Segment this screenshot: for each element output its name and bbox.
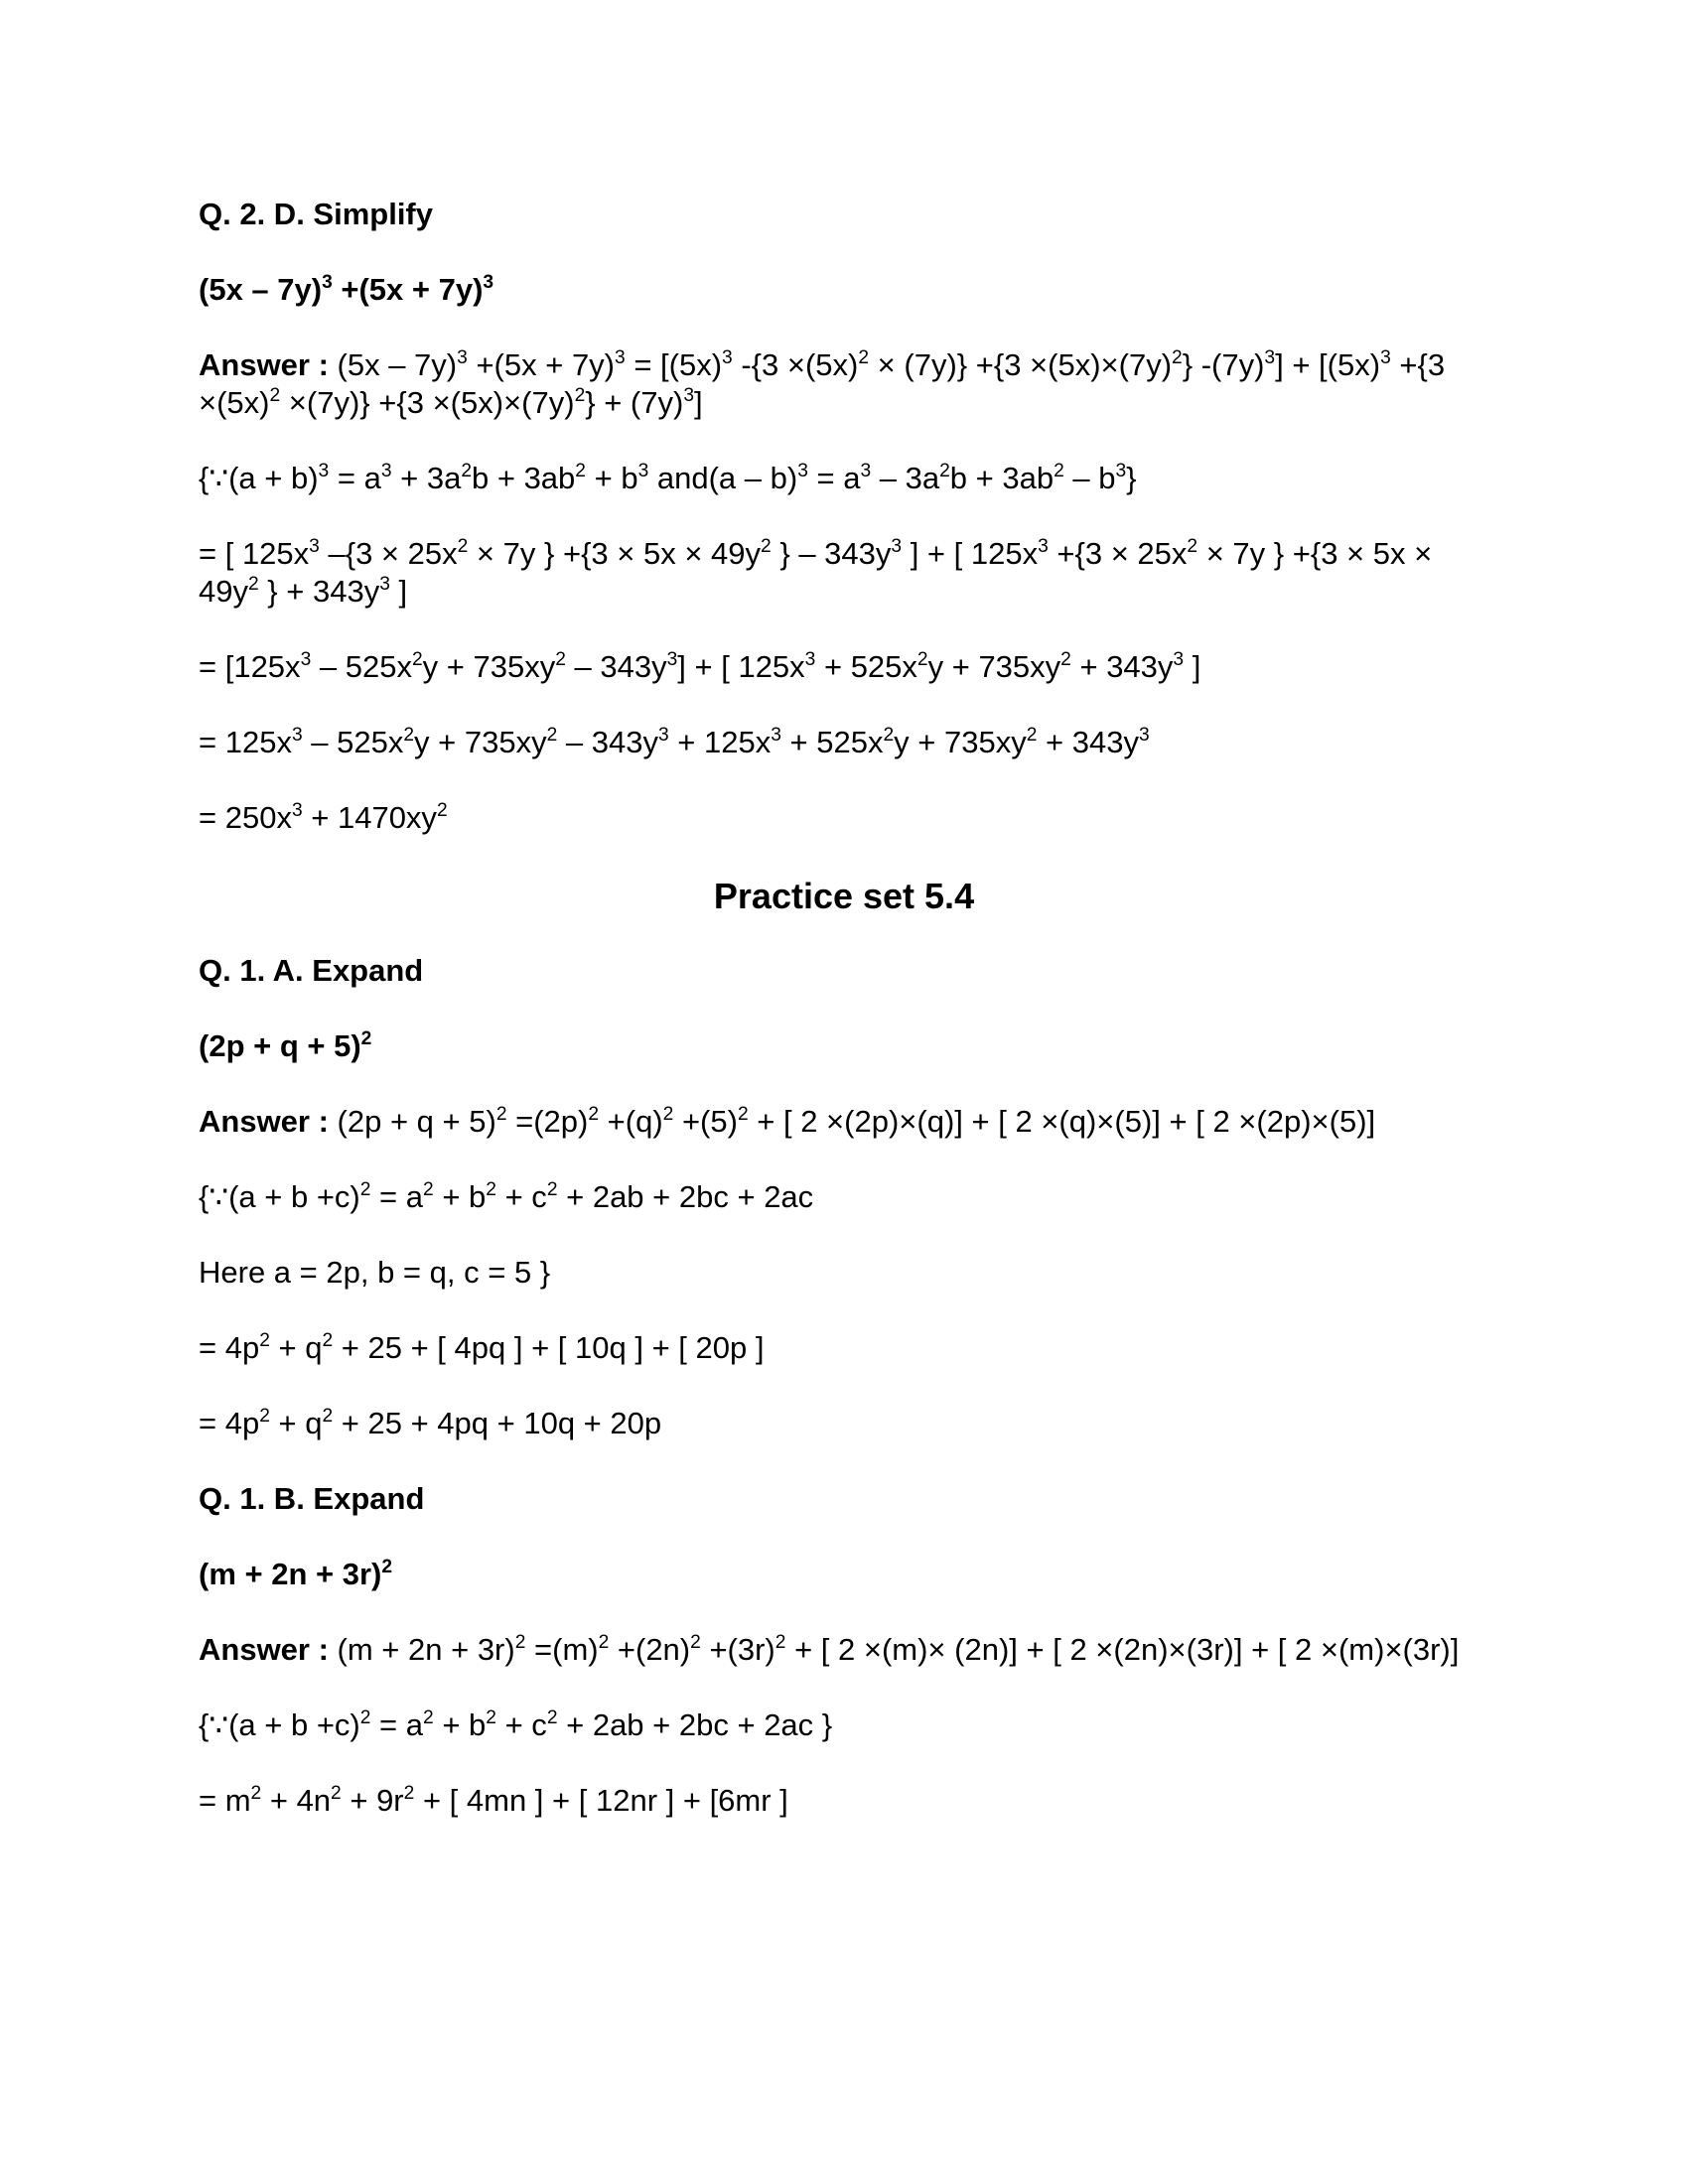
identity-note: {∵(a + $b +c)^2 = a^2 + b^2 + c^2 + 2ab + 2bc + 2ac$ <box>199 1179 814 1214</box>
solution-step: = $125x^3 - 525x^2y + 735xy^2 - 343y^3 + 125x^3 + 525x^2y + 735xy^2 + 343y^3$ <box>199 725 1150 759</box>
solution-step: = $m^2 + 4n^2 + 9r^2$ + [ 4mn ] + [ 12nr ] + [6mr ] <box>199 1783 788 1818</box>
answer-line <box>199 1631 1489 1669</box>
answer-line <box>199 1103 1489 1141</box>
answer-label: Answer : <box>199 347 338 382</box>
solution-step: = $[125x^3 - 525x^2y + 735xy^2 - 343y^3]$ + [ $125x^3 + 525x^2y + 735xy^2 + 343y^3$ ] <box>199 649 1201 684</box>
identity-note: Here a = 2p, b = q, c = 5 } <box>199 1255 551 1290</box>
solution-result: = $250x^3 + 1470xy^2$ <box>199 800 448 835</box>
question-heading: Q. 1. A. Expand <box>199 953 424 988</box>
solution-result: = $4p^2 + q^2 + 25 + 4pq + 10q + 20p$ <box>199 1406 662 1440</box>
answer-label: Answer : <box>199 1632 338 1667</box>
document-page <box>199 196 1489 1857</box>
question-heading: Q. 1. B. Expand <box>199 1481 425 1516</box>
identity-note: {∵(a + $b +c)^2 = a^2 + b^2 + c^2 + 2ab + 2bc + 2ac$ } <box>199 1707 833 1742</box>
answer-text: $(m + 2n + 3r)^2 =(m)^2 +(2n)^2 +(3r)^2$ + [ 2 ×(m)× (2n)] + [ 2 ×(2n)×(3r)] + [ 2 ×(m)×(3r)] <box>337 1632 1460 1667</box>
answer-label: Answer : <box>199 1104 338 1139</box>
solution-step: = $4p^2 + q^2 + 25$ + [ 4pq ] + [ 10q ] + [ 20p ] <box>199 1330 765 1365</box>
identity-note: {∵(a + $b)^3 = a^3 + 3a^2b + 3ab^2 + b^3$ $and(a - b)^3 = a^3 - 3a^2b + 3ab^2 - b^3$} <box>199 461 1137 495</box>
answer-text: $(2p + q + 5)^2 =(2p)^2 +(q)^2 +(5)^2$ + [ 2 ×(2p)×(q)] + [ 2 ×(q)×(5)] + [ 2 ×(2p)×(5)] <box>337 1104 1376 1139</box>
question-expression: $(m + 2n + 3r)^2$ <box>199 1557 393 1591</box>
solution-step: = [ $125x^3$ $-\{3 \times 25x^2 \times 7y$ } $+\{3 \times 5x \times 49y^2$ } – $343y^3$ ] + [ $125x^3 +\{3 \times 25x^2 \times 7y$ } $+\{3 \times 5x \times 49y^2$ } + $343y^3$ ] <box>199 536 1433 609</box>
question-heading: Q. 2. D. Simplify <box>199 197 433 231</box>
answer-line <box>199 346 1489 422</box>
question-expression: $(5x - 7y)^3 +(5x + 7y)^3$ <box>199 272 494 307</box>
section-heading: Practice set 5.4 <box>713 876 975 916</box>
question-expression: $(2p + q + 5)^2$ <box>199 1028 372 1063</box>
answer-text: $(5x - 7y)^3 +(5x + 7y)^3 = [(5x)^3$ $-\{3 \times(5x)^2 \times (7y)\} +\{3 \times(5x)\times(7y)^2\}$ $-(7y)^3] + [(5x)^3 +\{3 \times(5x)^2 \times(7y)\} +\{3 \times(5x)\times(7y)^2\} + (7y)^3]$ <box>199 347 1446 420</box>
